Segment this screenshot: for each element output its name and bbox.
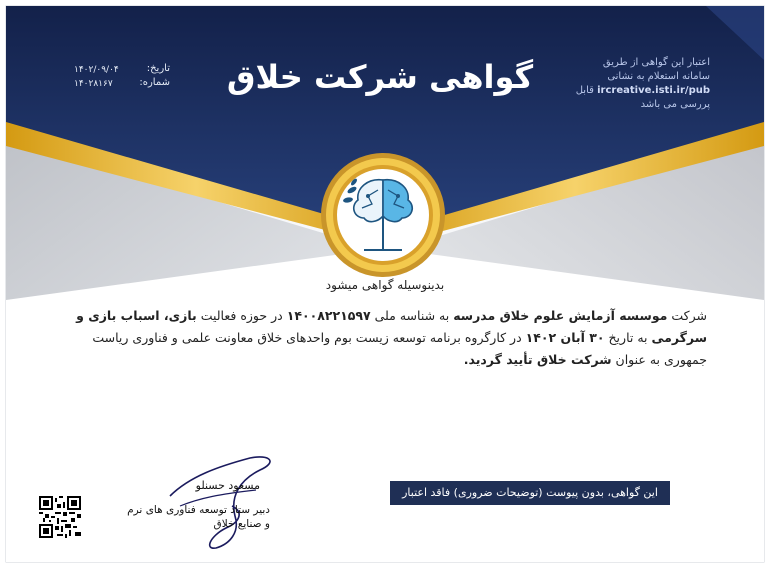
handwritten-signature (160, 436, 290, 556)
signer-role-line-2: و صنایع خلاق (213, 518, 270, 530)
activity-field: بازی، اسباب بازی و سرگرمی (76, 308, 707, 345)
attachment-note: این گواهی، بدون پیوست (توضیحات ضروری) فاقد اعتبار است. (390, 481, 670, 505)
certificate-title: گواهی شرکت خلاق (226, 58, 534, 96)
validity-line-2: سامانه استعلام به نشانی (607, 71, 710, 82)
validity-line-3-suffix: قابل (575, 85, 594, 96)
certificate-body (75, 305, 707, 371)
brain-tree-icon (318, 150, 448, 280)
validity-note (560, 56, 710, 112)
signer-role-line-1: دبیر ستاد توسعه فناوری های نرم (127, 504, 270, 516)
validity-line-1: اعتبار این گواهی از طریق (602, 57, 710, 68)
validity-line-4: پررسی می باشد (640, 99, 710, 110)
date-label: تاریخ: (146, 63, 170, 74)
qr-code-icon[interactable] (39, 496, 81, 538)
national-id: ۱۴۰۰۸۲۲۱۵۹۷ (286, 308, 371, 323)
signer-role (110, 503, 270, 531)
validity-line-3 (560, 84, 710, 98)
approval-date: ۳۰ آبان ۱۴۰۲ (525, 330, 605, 345)
body-part-3: در حوزه فعالیت (200, 308, 283, 323)
approval-status: شرکت خلاق تأیید گردید. (463, 352, 612, 367)
signer-name: مسعود حسنلو (195, 479, 260, 492)
number-value: ۱۴۰۲۸۱۶۷ (74, 79, 113, 89)
body-part-1: شرکت (671, 308, 707, 323)
body-part-2: به شناسه ملی (374, 308, 450, 323)
meta-values (74, 63, 124, 91)
validity-url[interactable]: ircreative.isti.ir/pub (597, 85, 710, 96)
body-part-5: در کارگروه برنامه توسعه زیست بوم واحدهای خلاق معاونت علمی و فناوری ریاست جمهوری به عنوان (92, 330, 707, 367)
company-name: موسسه آزمایش علوم خلاق مدرسه (453, 308, 668, 323)
date-value: ۱۴۰۲/۰۹/۰۴ (74, 65, 119, 75)
body-part-4: به تاریخ (608, 330, 648, 345)
number-label: شماره: (139, 77, 170, 88)
intro-text: بدینوسیله گواهی میشود (325, 278, 445, 292)
meta-labels (130, 62, 170, 90)
